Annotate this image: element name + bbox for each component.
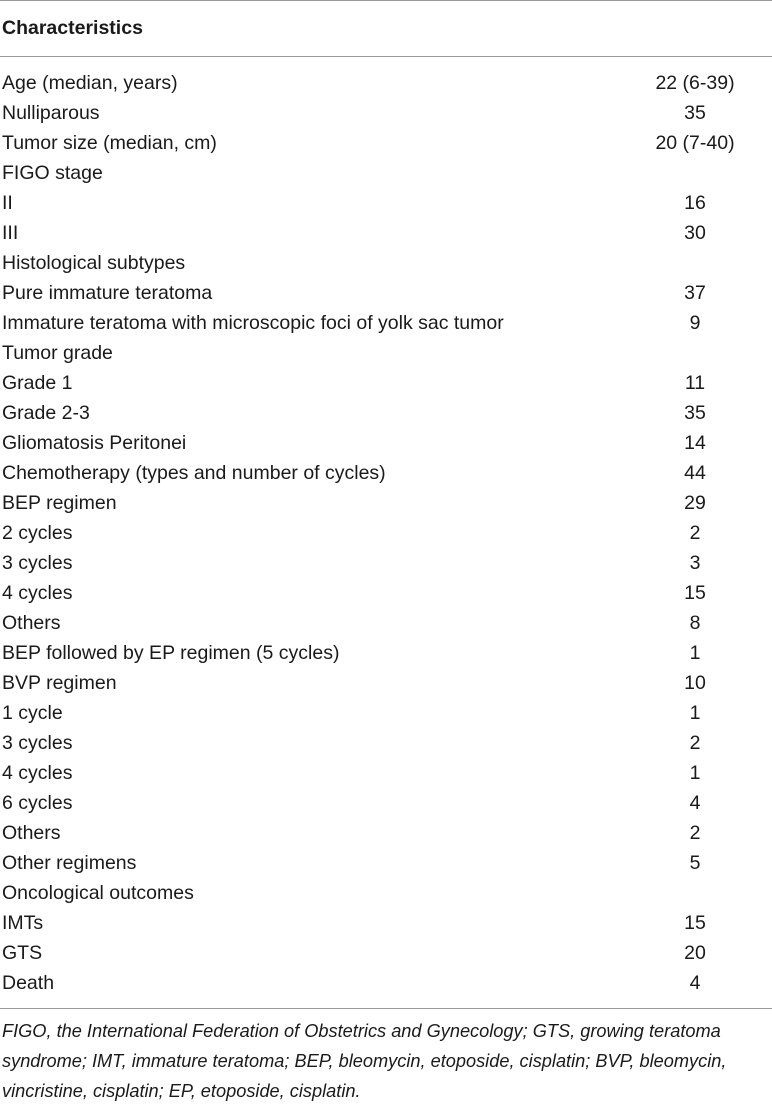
table-row <box>0 488 772 518</box>
row-label: Immature teratoma with microscopic foci of yolk sac tumor <box>2 312 504 334</box>
table-row <box>0 938 772 968</box>
table-row <box>0 248 772 278</box>
row-label: 2 cycles <box>2 522 73 544</box>
table-row <box>0 638 772 668</box>
table-row <box>0 98 772 128</box>
row-value: 10 <box>684 672 706 694</box>
table-row <box>0 698 772 728</box>
row-value: 35 <box>684 402 706 424</box>
row-value: 37 <box>684 282 706 304</box>
row-value: 20 (7-40) <box>655 132 735 154</box>
table-row <box>0 668 772 698</box>
table-top-rule <box>0 0 772 1</box>
row-value: 35 <box>684 102 706 124</box>
table-row <box>0 308 772 338</box>
row-label: Others <box>2 612 61 634</box>
table-row <box>0 848 772 878</box>
row-value: 14 <box>684 432 706 454</box>
table-row <box>0 398 772 428</box>
table-header-characteristics: Characteristics <box>2 17 143 39</box>
row-label: BEP followed by EP regimen (5 cycles) <box>2 642 340 664</box>
table-row <box>0 188 772 218</box>
row-value: 15 <box>684 582 706 604</box>
row-label: BEP regimen <box>2 492 117 514</box>
table-row <box>0 548 772 578</box>
row-value: 30 <box>684 222 706 244</box>
row-value: 8 <box>689 612 701 634</box>
row-value: 1 <box>689 702 701 724</box>
row-value: 2 <box>689 732 701 754</box>
row-label: III <box>2 222 19 244</box>
row-label: Others <box>2 822 61 844</box>
row-label: 3 cycles <box>2 732 73 754</box>
row-value: 20 <box>684 942 706 964</box>
row-label: Chemotherapy (types and number of cycles) <box>2 462 386 484</box>
row-label: BVP regimen <box>2 672 117 694</box>
table-row <box>0 818 772 848</box>
row-label: 4 cycles <box>2 582 73 604</box>
table-row <box>0 878 772 908</box>
row-label: Histological subtypes <box>2 252 186 274</box>
row-value: 15 <box>684 912 706 934</box>
table-row <box>0 158 772 188</box>
table-header-rule <box>0 56 772 57</box>
table-row <box>0 518 772 548</box>
table-row <box>0 68 772 98</box>
table-row <box>0 728 772 758</box>
row-label: GTS <box>2 942 43 964</box>
table-row <box>0 428 772 458</box>
table-row <box>0 758 772 788</box>
table-bottom-rule <box>0 1008 772 1009</box>
row-value: 4 <box>689 972 701 994</box>
table-row <box>0 338 772 368</box>
table-row <box>0 788 772 818</box>
row-label: IMTs <box>2 912 44 934</box>
row-value: 3 <box>689 552 701 574</box>
table-row <box>0 128 772 158</box>
row-value: 4 <box>689 792 701 814</box>
row-value: 1 <box>689 642 701 664</box>
row-label: Grade 1 <box>2 372 73 394</box>
table-row <box>0 968 772 998</box>
row-value: 44 <box>684 462 706 484</box>
table-body <box>0 68 772 998</box>
row-label: II <box>2 192 13 214</box>
row-label: Tumor grade <box>2 342 113 364</box>
table-row <box>0 278 772 308</box>
row-label: 4 cycles <box>2 762 73 784</box>
table-row <box>0 458 772 488</box>
table-row <box>0 608 772 638</box>
row-label: 6 cycles <box>2 792 73 814</box>
table-footnote: FIGO, the International Federation of Obstetrics and Gynecology; GTS, growing teratoma syndrome; IMT, immature teratoma; BEP, bleomycin, etoposide, cisplatin; BVP, bleomycin, vincristine, cisplatin; EP, etoposide, cisplatin. <box>2 1021 727 1101</box>
table-row <box>0 908 772 938</box>
table-row <box>0 578 772 608</box>
row-label: Grade 2-3 <box>2 402 90 424</box>
row-value: 22 (6-39) <box>655 72 735 94</box>
row-value: 16 <box>684 192 706 214</box>
row-label: 1 cycle <box>2 702 63 724</box>
row-label: Other regimens <box>2 852 137 874</box>
row-label: Nulliparous <box>2 102 100 124</box>
row-label: Age (median, years) <box>2 72 178 94</box>
row-label: Death <box>2 972 55 994</box>
row-value: 9 <box>689 312 701 334</box>
row-label: Tumor size (median, cm) <box>2 132 217 154</box>
row-value: 2 <box>689 522 701 544</box>
row-value: 1 <box>689 762 701 784</box>
row-label: 3 cycles <box>2 552 73 574</box>
row-label: Pure immature teratoma <box>2 282 213 304</box>
table-row <box>0 368 772 398</box>
row-value: 11 <box>684 372 706 394</box>
row-value: 2 <box>689 822 701 844</box>
row-value: 5 <box>689 852 701 874</box>
row-label: FIGO stage <box>2 162 103 184</box>
row-label: Oncological outcomes <box>2 882 194 904</box>
row-value: 29 <box>684 492 706 514</box>
row-label: Gliomatosis Peritonei <box>2 432 187 454</box>
table-row <box>0 218 772 248</box>
